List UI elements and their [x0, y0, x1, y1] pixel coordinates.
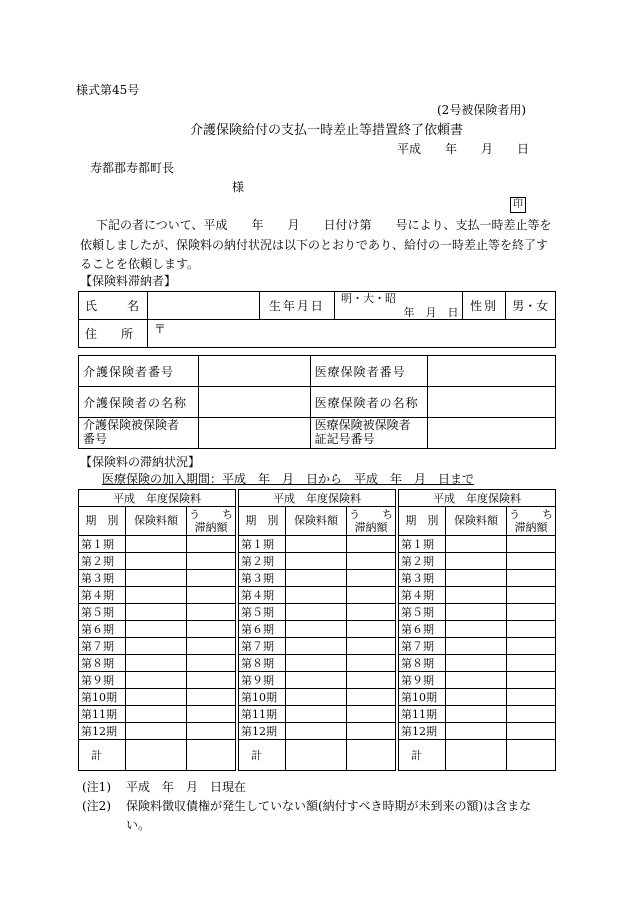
fiscal-year-header: 平成 年度保険料 — [239, 490, 396, 507]
amount-cell[interactable] — [125, 553, 186, 570]
iryo-name-field[interactable] — [428, 387, 556, 418]
total-amount-cell[interactable] — [285, 740, 346, 771]
total-arrears-cell[interactable] — [187, 740, 236, 771]
total-label: 計 — [239, 740, 286, 771]
arrears-cell[interactable] — [187, 723, 236, 740]
arrears-table-2 — [238, 489, 396, 771]
arrears-cell[interactable] — [507, 570, 556, 587]
iryo-no-label: 医療保険者番号 — [310, 356, 428, 387]
amount-cell[interactable] — [445, 638, 506, 655]
amount-cell[interactable] — [125, 655, 186, 672]
arrears-cell[interactable] — [187, 672, 236, 689]
amount-cell[interactable] — [125, 723, 186, 740]
amount-cell[interactable] — [285, 655, 346, 672]
birth-label: 生年月日 — [259, 292, 334, 320]
arrears-cell[interactable] — [347, 672, 396, 689]
arrears-cell[interactable] — [347, 689, 396, 706]
amount-cell[interactable] — [125, 638, 186, 655]
period-label: 第５期 — [399, 604, 446, 621]
period-label: 第10期 — [399, 689, 446, 706]
arrears-cell[interactable] — [347, 655, 396, 672]
col-period: 期 別 — [79, 507, 126, 536]
date-line: 平成 年 月 日 — [397, 142, 530, 156]
total-amount-cell[interactable] — [125, 740, 186, 771]
note1-label: (注1) — [82, 780, 111, 794]
amount-cell[interactable] — [445, 706, 506, 723]
period-label: 第８期 — [399, 655, 446, 672]
total-label: 計 — [79, 740, 126, 771]
period-label: 第１期 — [399, 536, 446, 553]
arrears-cell[interactable] — [507, 604, 556, 621]
amount-cell[interactable] — [445, 570, 506, 587]
arrears-cell[interactable] — [507, 689, 556, 706]
col-amount: 保険料額 — [445, 507, 506, 536]
address-field[interactable] — [147, 320, 555, 348]
period-label: 第２期 — [399, 553, 446, 570]
period-label: 第12期 — [239, 723, 286, 740]
coverage-period: 医療保険の加入期間：平成 年 月 日から 平成 年 月 日まで — [102, 472, 475, 486]
arrears-cell[interactable] — [347, 723, 396, 740]
body-line-2: 依頼しましたが、保険料の納付状況は以下のとおりであり、給付の一時差止等を終了す — [80, 238, 549, 252]
arrears-cell[interactable] — [187, 655, 236, 672]
period-label: 第１期 — [239, 536, 286, 553]
period-label: 第６期 — [399, 621, 446, 638]
sex-label: 性別 — [463, 292, 505, 320]
birth-field[interactable] — [334, 292, 463, 320]
period-label: 第６期 — [239, 621, 286, 638]
col-arrears: う ち 滞納額 — [187, 507, 236, 536]
arrears-cell[interactable] — [347, 553, 396, 570]
period-label: 第４期 — [399, 587, 446, 604]
arrears-cell[interactable] — [507, 621, 556, 638]
arrears-cell[interactable] — [347, 638, 396, 655]
period-label: 第３期 — [239, 570, 286, 587]
amount-cell[interactable] — [125, 570, 186, 587]
col-arrears: う ち 滞納額 — [507, 507, 556, 536]
kaigo-insured-label: 介護保険被保険者 番号 — [79, 418, 199, 449]
period-label: 第９期 — [79, 672, 126, 689]
total-arrears-cell[interactable] — [507, 740, 556, 771]
amount-cell[interactable] — [445, 655, 506, 672]
arrears-cell[interactable] — [187, 570, 236, 587]
period-label: 第７期 — [79, 638, 126, 655]
amount-cell[interactable] — [285, 587, 346, 604]
subtitle: (2号被保険者用) — [437, 103, 526, 117]
address-label: 住 所 — [79, 320, 148, 348]
period-label: 第６期 — [79, 621, 126, 638]
iryo-name-label: 医療保険者の名称 — [310, 387, 428, 418]
amount-cell[interactable] — [125, 536, 186, 553]
period-label: 第２期 — [79, 553, 126, 570]
period-label: 第５期 — [79, 604, 126, 621]
arrears-cell[interactable] — [507, 553, 556, 570]
total-amount-cell[interactable] — [445, 740, 506, 771]
period-label: 第10期 — [239, 689, 286, 706]
period-label: 第３期 — [79, 570, 126, 587]
arrears-cell[interactable] — [507, 587, 556, 604]
amount-cell[interactable] — [285, 689, 346, 706]
arrears-cell[interactable] — [347, 706, 396, 723]
arrears-table-3 — [398, 489, 556, 771]
section-heading-delinquent: 【保険料滞納者】 — [80, 274, 177, 288]
period-label: 第８期 — [79, 655, 126, 672]
arrears-cell[interactable] — [347, 536, 396, 553]
document-title: 介護保険給付の支払一時差止等措置終了依頼書 — [190, 123, 464, 138]
col-amount: 保険料額 — [285, 507, 346, 536]
period-label: 第５期 — [239, 604, 286, 621]
amount-cell[interactable] — [285, 672, 346, 689]
form-number: 様式第45号 — [76, 83, 140, 97]
period-label: 第７期 — [239, 638, 286, 655]
amount-cell[interactable] — [285, 638, 346, 655]
amount-cell[interactable] — [285, 536, 346, 553]
period-label: 第12期 — [399, 723, 446, 740]
seal-icon: 印 — [510, 197, 526, 213]
insurer-table — [78, 355, 556, 449]
birth-ymd: 年 月 日 — [403, 305, 459, 319]
fiscal-year-header: 平成 年度保険料 — [399, 490, 556, 507]
amount-cell[interactable] — [285, 723, 346, 740]
fiscal-year-header: 平成 年度保険料 — [79, 490, 236, 507]
period-label: 第３期 — [399, 570, 446, 587]
amount-cell[interactable] — [125, 706, 186, 723]
arrears-cell[interactable] — [187, 621, 236, 638]
name-label: 氏 名 — [79, 292, 148, 320]
note2-label: (注2) — [82, 799, 111, 813]
kaigo-name-field[interactable] — [198, 387, 310, 418]
arrears-cell[interactable] — [507, 536, 556, 553]
amount-cell[interactable] — [285, 570, 346, 587]
period-label: 第11期 — [399, 706, 446, 723]
name-field[interactable] — [147, 292, 259, 320]
amount-cell[interactable] — [445, 553, 506, 570]
arrears-cell[interactable] — [507, 638, 556, 655]
section-heading-arrears: 【保険料の滞納状況】 — [80, 455, 201, 469]
arrears-cell[interactable] — [187, 689, 236, 706]
sex-value[interactable]: 男・女 — [505, 292, 555, 320]
note2-text-1: 保険料徴収債権が発生していない額(納付すべき時期が未到来の額)は含まな — [126, 799, 532, 813]
amount-cell[interactable] — [125, 587, 186, 604]
delinquent-info-table — [78, 291, 556, 348]
col-amount: 保険料額 — [125, 507, 186, 536]
arrears-cell[interactable] — [187, 536, 236, 553]
arrears-cell[interactable] — [187, 706, 236, 723]
arrears-cell[interactable] — [347, 587, 396, 604]
arrears-cell[interactable] — [507, 655, 556, 672]
amount-cell[interactable] — [125, 604, 186, 621]
amount-cell[interactable] — [125, 689, 186, 706]
arrears-cell[interactable] — [347, 621, 396, 638]
col-period: 期 別 — [399, 507, 446, 536]
amount-cell[interactable] — [125, 672, 186, 689]
amount-cell[interactable] — [125, 621, 186, 638]
kaigo-name-label: 介護保険者の名称 — [79, 387, 199, 418]
honorific: 様 — [232, 180, 245, 194]
kaigo-insured-field[interactable] — [198, 418, 310, 449]
col-period: 期 別 — [239, 507, 286, 536]
body-line-1: 下記の者について、平成 年 月 日付け第 号により、支払一時差止等を — [96, 218, 552, 232]
period-label: 第１期 — [79, 536, 126, 553]
body-line-3: ることを依頼します。 — [80, 257, 200, 271]
amount-cell[interactable] — [445, 621, 506, 638]
amount-cell[interactable] — [445, 604, 506, 621]
period-label: 第４期 — [79, 587, 126, 604]
arrears-cell[interactable] — [187, 638, 236, 655]
amount-cell[interactable] — [445, 587, 506, 604]
arrears-cell[interactable] — [507, 672, 556, 689]
period-label: 第11期 — [79, 706, 126, 723]
addressee: 寿都郡寿都町長 — [90, 161, 175, 175]
kaigo-no-field[interactable] — [198, 356, 310, 387]
arrears-cell[interactable] — [507, 706, 556, 723]
arrears-cell[interactable] — [187, 587, 236, 604]
amount-cell[interactable] — [285, 604, 346, 621]
period-label: 第12期 — [79, 723, 126, 740]
period-label: 第７期 — [399, 638, 446, 655]
total-arrears-cell[interactable] — [347, 740, 396, 771]
iryo-insured-label: 医療保険被保険者 証記号番号 — [310, 418, 428, 449]
amount-cell[interactable] — [445, 672, 506, 689]
arrears-cell[interactable] — [347, 604, 396, 621]
amount-cell[interactable] — [285, 706, 346, 723]
amount-cell[interactable] — [285, 621, 346, 638]
period-label: 第11期 — [239, 706, 286, 723]
postal-mark: 〒 — [153, 322, 166, 336]
amount-cell[interactable] — [445, 536, 506, 553]
period-label: 第８期 — [239, 655, 286, 672]
amount-cell[interactable] — [445, 723, 506, 740]
arrears-cell[interactable] — [187, 604, 236, 621]
arrears-cell[interactable] — [507, 723, 556, 740]
arrears-cell[interactable] — [347, 570, 396, 587]
total-label: 計 — [399, 740, 446, 771]
period-label: 第４期 — [239, 587, 286, 604]
period-label: 第９期 — [239, 672, 286, 689]
iryo-no-field[interactable] — [428, 356, 556, 387]
period-label: 第９期 — [399, 672, 446, 689]
amount-cell[interactable] — [285, 553, 346, 570]
arrears-cell[interactable] — [187, 553, 236, 570]
note1-text: 平成 年 月 日現在 — [126, 780, 247, 794]
col-arrears: う ち 滞納額 — [347, 507, 396, 536]
period-label: 第10期 — [79, 689, 126, 706]
arrears-table-1 — [78, 489, 236, 771]
birth-era: 明・大・昭 — [340, 292, 396, 306]
iryo-insured-field[interactable] — [428, 418, 556, 449]
period-label: 第２期 — [239, 553, 286, 570]
note2-text-2: い。 — [126, 818, 151, 832]
kaigo-no-label: 介護保険者番号 — [79, 356, 199, 387]
amount-cell[interactable] — [445, 689, 506, 706]
